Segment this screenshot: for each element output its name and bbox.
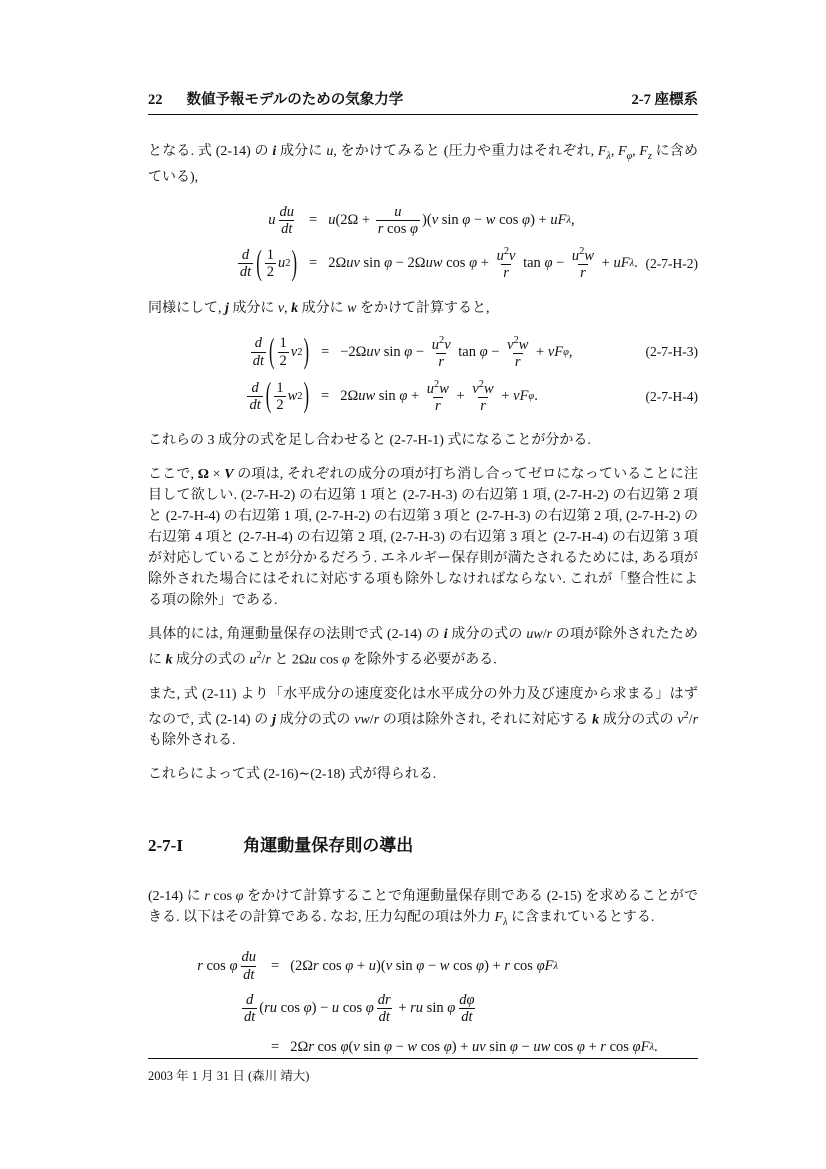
equation-row-continuation: $\frac{d}{dt}$ ( ru cos φ ) − u cos φ $\frac{dr}{dt}$ + ru sin φ $\frac{d\varphi}{dt}$ <box>244 991 475 1025</box>
equation-rhs: 2Ω uw sin φ + $\frac{u^2w}{r}$ + $\frac{v^2w}{r}$ + v F φ . <box>340 378 538 414</box>
section-heading <box>148 831 698 856</box>
equation-row <box>148 1034 698 1060</box>
document-title: 数値予報モデルのための気象力学 <box>186 92 404 108</box>
equation-row <box>148 949 698 982</box>
equation-label: (2-7-H-2) <box>645 255 698 271</box>
equation-row <box>148 204 698 237</box>
paragraph-derivation-intro: (2-14) に r cos φ をかけて計算することで角運動量保存則である (2-15) を求めることができる. 以下はその計算である. なお, 圧力勾配の項は外力 $F_\lambda$ に含まれているとする. <box>148 889 698 929</box>
paragraph-sum-components: これらの 3 成分の式を足し合わせると (2-7-H-1) 式になることが分かる. <box>148 433 591 449</box>
paragraph-result: これらによって式 (2-16)∼(2-18) 式が得られる. <box>148 767 437 783</box>
paragraph-cancellation: ここで, Ω × V の項は, それぞれの成分の項が打ち消し合ってゼロになっていることに注目して欲しい. (2-7-H-2) の右辺第 1 項と (2-7-H-3) の右辺第 1 項, (2-7-H-2) の右辺第 2 項と (2-7-H-4) の右辺第 1 項, (2-7-H-2) の右辺第 3 項と (2-7-H-3) の右辺第 2 項, (2-7-H-2) の右辺第 4 項と (2-7-H-4) の右辺第 2 項, (2-7-H-3) の右辺第 3 項と (2-7-H-4) の右辺第 3 項が対応していることが分かるだろう. エネルギー保存則が満たされるためには, ある項が除外された場合にはそれに対応する項も除外しなければならない. これが「整合性による項の除外」である. <box>148 467 699 609</box>
equation-block-h2 <box>148 204 698 282</box>
equals-sign: = <box>321 343 330 360</box>
equation-rhs: u (2Ω + $\frac{u}{\text{r cos φ}}$ )( v sin φ − w cos φ ) + u F λ , <box>328 203 575 238</box>
header-section-title: 2-7 座標系 <box>631 92 698 108</box>
paragraph-similarly: 同様にして, j 成分に v, k 成分に w をかけて計算すると, <box>148 300 490 316</box>
equation-row-2-7-H-4 <box>148 374 698 415</box>
header-rule <box>148 114 698 115</box>
equation-lhs: $\frac{d}{dt}$ ( $\frac{1}{2}$ v 2 ) <box>252 330 309 371</box>
equation-label: (2-7-H-3) <box>645 344 698 360</box>
page-number: 22 <box>148 92 163 108</box>
paragraph-horizontal: また, 式 (2-11) より「水平成分の速度変化は水平成分の外力及び速度から求まる」はずなので, 式 (2-14) の j 成分の式の vw/r の項は除外され, それに対応する k 成分の式の $v^2/r$ も除外される. <box>148 686 699 749</box>
equation-rhs: −2Ω uv sin φ − $\frac{u^2v}{r}$ tan φ − $\frac{v^2w}{r}$ + v F φ , <box>340 334 573 370</box>
footer-date-author: 2003 年 1 月 31 日 (森川 靖大) <box>148 1069 310 1083</box>
equation-label: (2-7-H-4) <box>645 388 698 404</box>
section-title: 角運動量保存則の導出 <box>243 836 414 856</box>
equation-lhs: u $\frac{du}{dt}$ <box>268 203 294 238</box>
equation-lhs: $\frac{d}{dt}$ ( $\frac{1}{2}$ w 2 ) <box>249 374 309 415</box>
equation-block-h3-h4 <box>148 330 698 415</box>
equation-rhs: 2Ω r cos φ ( v sin φ − w cos φ ) + uv sin φ − uw cos φ + r cos φ F λ . <box>290 1038 658 1055</box>
equals-sign: = <box>309 212 318 229</box>
page-footer <box>148 1058 698 1084</box>
equals-sign: = <box>271 1038 280 1055</box>
section-number: 2-7-I <box>148 836 183 856</box>
equation-rhs: 2Ω uv sin φ − 2Ω uw cos φ + $\frac{u^2v}{r}$ tan φ − $\frac{u^2w}{r}$ + u F λ . <box>328 246 638 282</box>
equation-lhs: r cos φ $\frac{du}{dt}$ <box>197 949 256 983</box>
footer-rule <box>148 1058 698 1059</box>
equation-row-2-7-H-2 <box>148 242 698 283</box>
page-content <box>148 88 698 1076</box>
equation-row-2-7-H-3 <box>148 330 698 371</box>
paragraph-intro: となる. 式 (2-14) の i 成分に u, をかけてみると (圧力や重力はそれぞれ, $F_\lambda$, $F_\varphi$, $F_z$ に含めている), <box>148 144 699 185</box>
equation-rhs: (2Ω r cos φ + u )( v sin φ − w cos φ ) + r cos φ F λ <box>290 957 558 974</box>
equals-sign: = <box>309 255 318 272</box>
paragraph-concrete: 具体的には, 角運動量保存の法則で式 (2-14) の i 成分の式の uw/r の項が除外されたために k 成分の式の $u^2/r$ と 2Ωu cos φ を除外する必要がある. <box>148 627 699 668</box>
equals-sign: = <box>271 957 280 974</box>
equation-block-angular-momentum <box>148 949 698 1060</box>
equals-sign: = <box>321 388 330 404</box>
page-header <box>148 88 698 109</box>
equation-lhs: $\frac{d}{dt}$ ( $\frac{1}{2}$ u 2 ) <box>239 242 297 283</box>
